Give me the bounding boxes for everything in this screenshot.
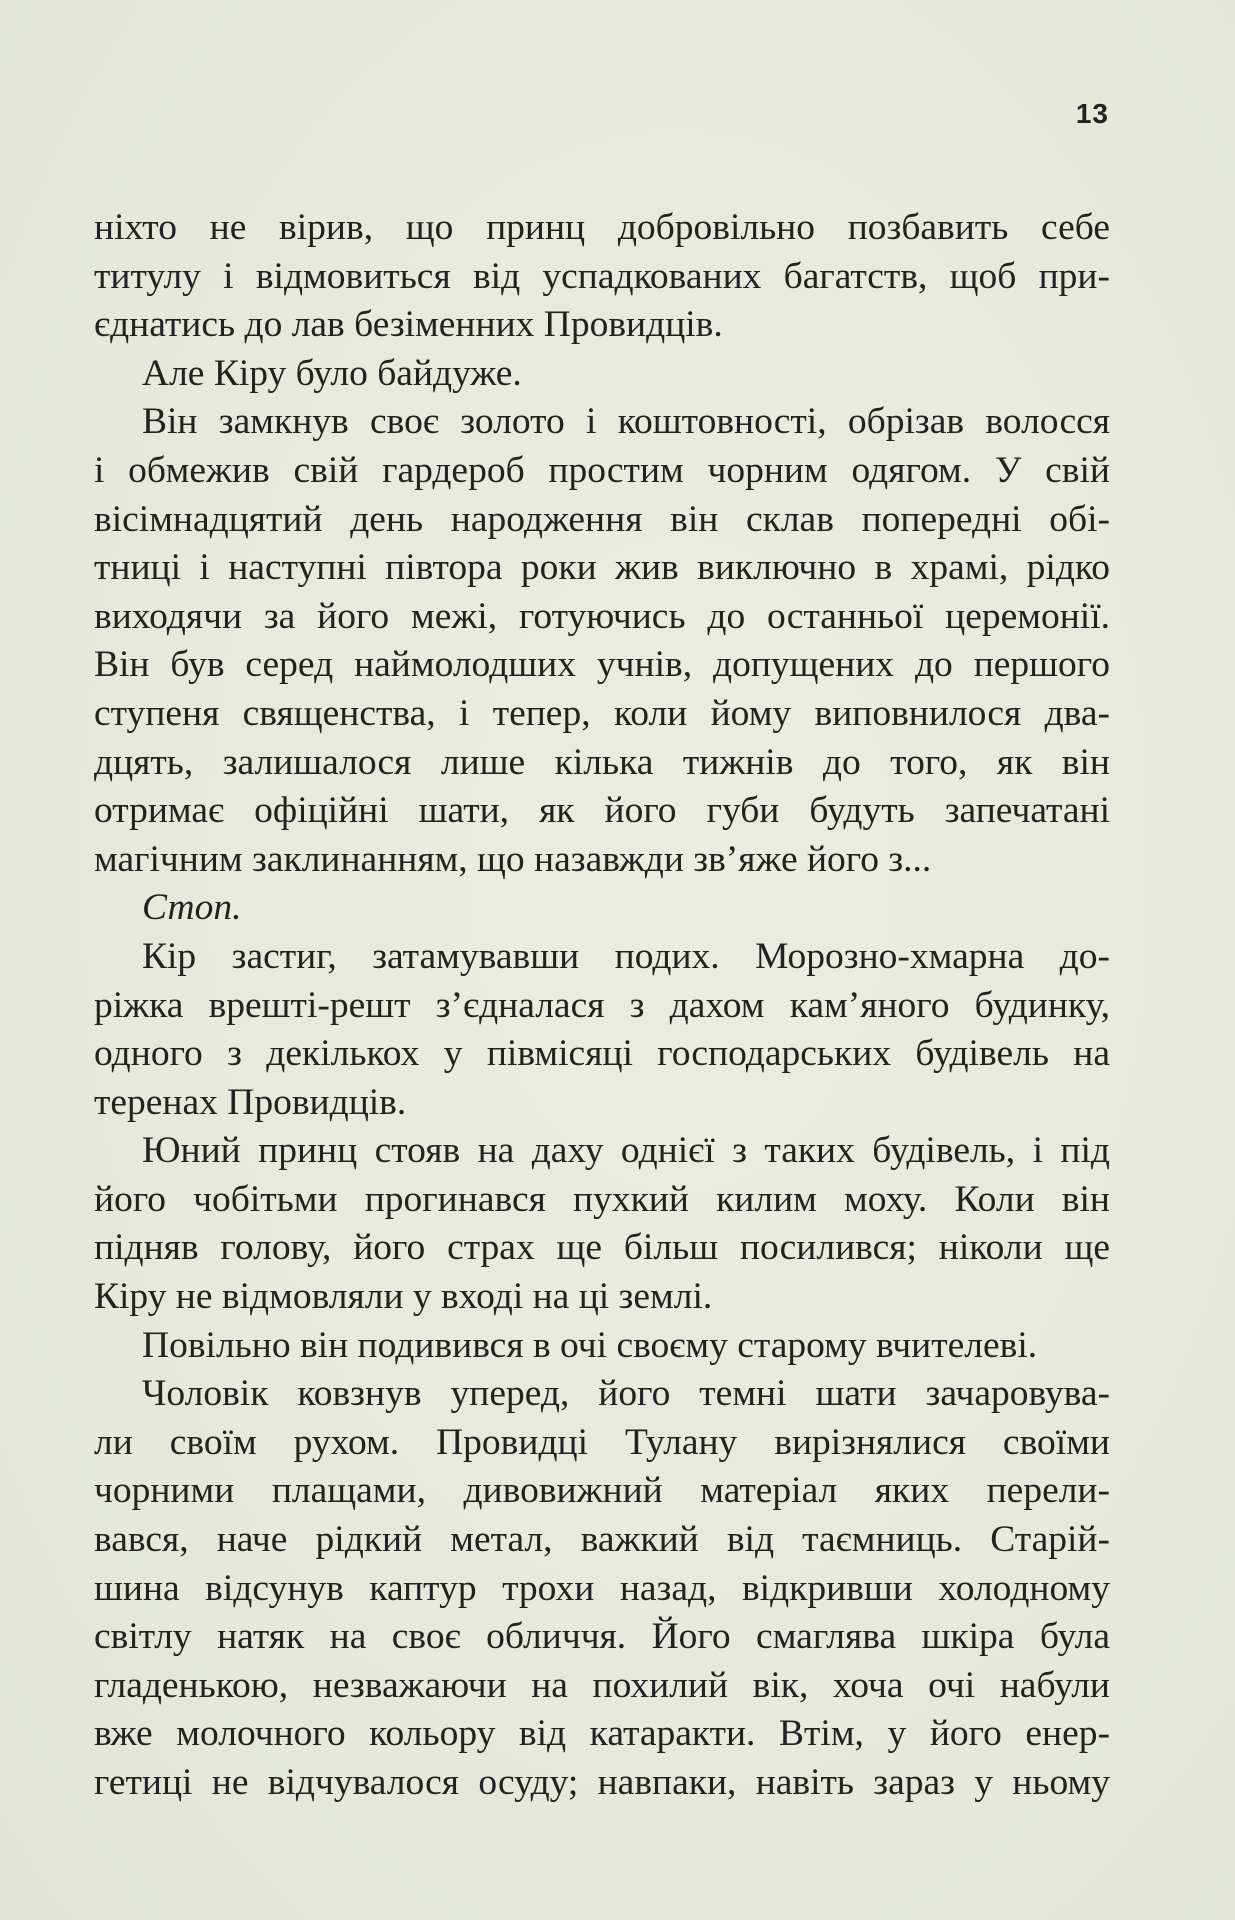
text-line: титулу і відмовиться від успадкованих багатств, щоб при- [94,255,1110,297]
text-line: ніхто не вірив, що принц добровільно позбавить себе [94,207,1110,248]
text-line: Чоловік ковзнув уперед, його темні шати зачаровува- [142,1373,1110,1415]
text-line: Повільно він подивився в очі своєму старому вчителеві. [142,1324,1038,1366]
text-line: Юний принц стояв на даху однієї з таких будівель, і під [142,1130,1110,1172]
text-line: виходячи за його межі, готуючись до останньої церемонії. [94,595,1110,637]
text-line: вісімнадцятий день народження він склав попередні обі- [94,498,1110,540]
text-line: його чобітьми прогинався пухкий килим моху. Коли він [94,1178,1110,1220]
text-line: вже молочного кольору від катаракти. Втім, у його енер- [94,1713,1110,1755]
text-line: Він замкнув своє золото і коштовності, обрізав волосся [142,401,1110,443]
text-line: дцять, залишалося лише кілька тижнів до того, як він [94,741,1110,783]
text-line: ріжка врешті-решт з’єдналася з дахом кам’яного будинку, [94,984,1110,1026]
text-line: Стоп. [142,887,242,929]
text-line: Він був серед наймолодших учнів, допущених до першого [94,644,1110,686]
text-line: Але Кіру було байдуже. [142,352,522,394]
text-line: єднатись до лав безіменних Провидців. [94,304,723,346]
text-line: отримає офіційні шати, як його губи будуть запечатані [94,790,1110,832]
text-line: шина відсунув каптур трохи назад, відкривши холодному [94,1567,1110,1609]
text-line: світлу натяк на своє обличчя. Його смаглява шкіра була [94,1616,1110,1658]
body-text [94,204,1110,1808]
text-line: підняв голову, його страх ще більш посилився; ніколи ще [94,1227,1110,1269]
text-line: гладенькою, незважаючи на похилий вік, хоча очі набули [94,1664,1110,1706]
text-line: Кір застиг, затамувавши подих. Морозно-хмарна до- [142,935,1110,977]
text-line: гетиці не відчувалося осуду; навпаки, навіть зараз у ньому [94,1762,1110,1803]
text-line: чорними плащами, дивовижний матеріал яких перели- [94,1470,1110,1512]
text-line: Кіру не відмовляли у вході на ці землі. [94,1276,713,1318]
text-line: теренах Провидців. [94,1081,407,1123]
text-line: вався, наче рідкий метал, важкий від таємниць. Старій- [94,1519,1110,1561]
text-line: ли своїм рухом. Провидці Тулану вирізнялися своїми [94,1421,1110,1463]
text-line: тниці і наступні півтора роки жив виключно в храмі, рідко [94,547,1110,589]
text-line: ступеня священства, і тепер, коли йому виповнилося два- [94,692,1110,734]
text-line: магічним заклинанням, що назавжди зв’яже його з... [94,838,932,880]
text-line: одного з декількох у півмісяці господарських будівель на [94,1033,1110,1075]
text-line: і обмежив свій гардероб простим чорним одягом. У свій [94,449,1110,491]
page-number: 13 [1075,98,1109,129]
